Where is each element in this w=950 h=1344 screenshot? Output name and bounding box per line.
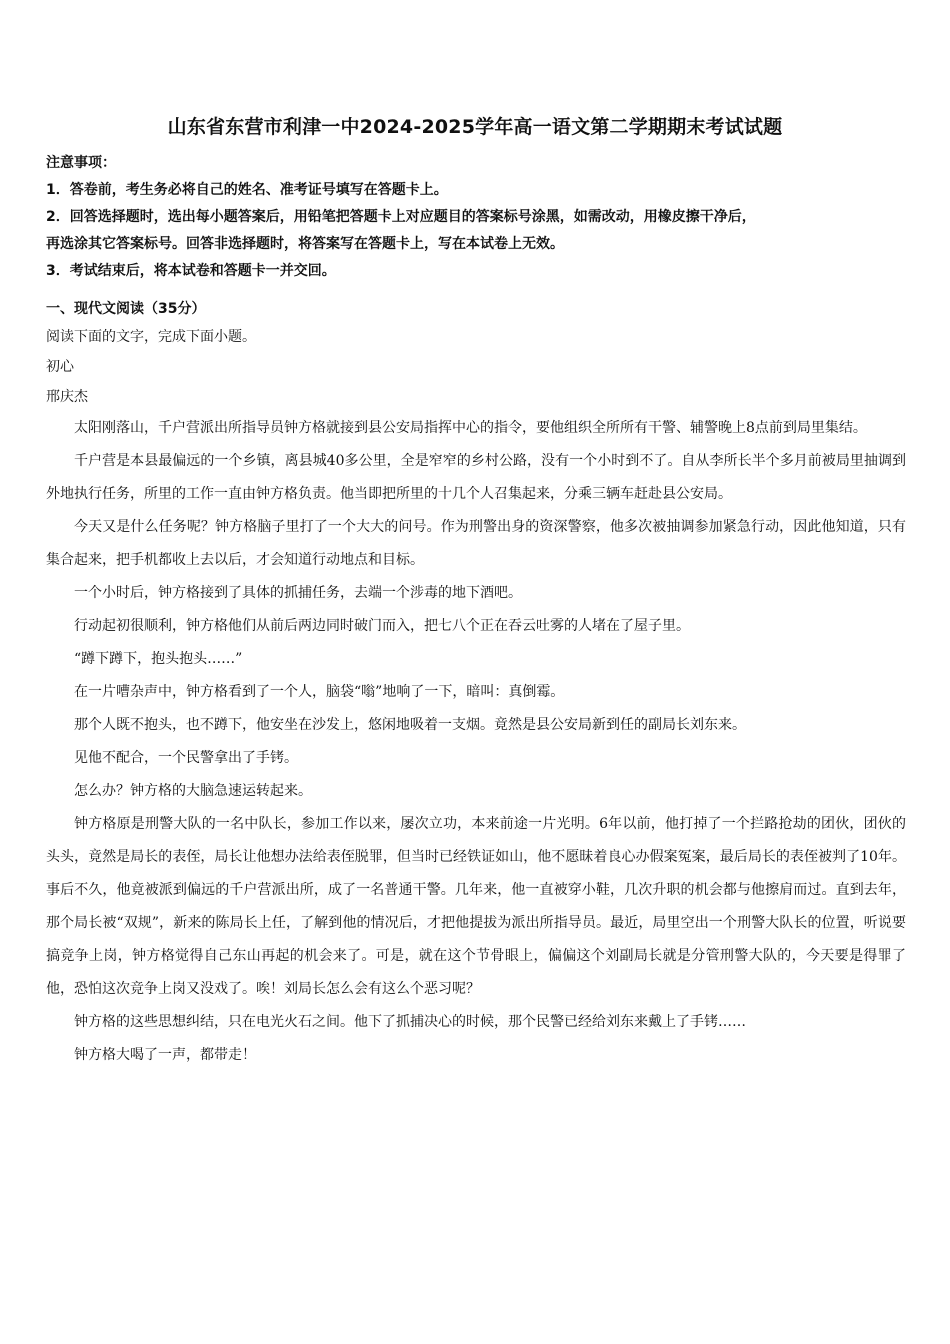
notice-line: 1．答卷前，考生务必将自己的姓名、准考证号填写在答题卡上。 <box>46 182 448 198</box>
notice-line: 再选涂其它答案标号。回答非选择题时，将答案写在答题卡上，写在本试卷上无效。 <box>46 236 564 252</box>
story-paragraph: 见他不配合，一个民警拿出了手铐。 <box>74 750 298 766</box>
reading-passage <box>46 322 906 1072</box>
reading-instruction: 阅读下面的文字，完成下面小题。 <box>46 329 256 345</box>
story-paragraph: 怎么办？钟方格的大脑急速运转起来。 <box>74 783 312 799</box>
story-paragraph: 钟方格的这些思想纠结，只在电光火石之间。他下了抓捕决心的时候，那个民警已经给刘东来戴上了手铐…… <box>74 1014 746 1030</box>
story-paragraph: 今天又是什么任务呢？钟方格脑子里打了一个大大的问号。作为刑警出身的资深警察，他多次被抽调参加紧急行动，因此他知道，只有集合起来，把手机都收上去以后，才会知道行动地点和目标。 <box>46 519 906 568</box>
story-paragraph: 一个小时后，钟方格接到了具体的抓捕任务，去端一个涉毒的地下酒吧。 <box>74 585 522 601</box>
section-heading: 一、现代文阅读（35分） <box>46 301 206 317</box>
notice-line: 2．回答选择题时，选出每小题答案后，用铅笔把答题卡上对应题目的答案标号涂黑，如需改动，用橡皮擦干净后， <box>46 209 756 225</box>
story-paragraph: 在一片嘈杂声中，钟方格看到了一个人，脑袋“嗡”地响了一下，暗叫：真倒霉。 <box>74 684 565 700</box>
story-paragraph: 钟方格原是刑警大队的一名中队长，参加工作以来，屡次立功，本来前途一片光明。6年以前，他打掉了一个拦路抢劫的团伙，团伙的头头，竟然是局长的表侄，局长让他想办法给表侄脱罪，但当时已经铁证如山，他不愿昧着良心办假案冤案，最后局长的表侄被判了10年。事后不久，他竟被派到偏远的千户营派出所，成了一名普通干警。几年来，他一直被穿小鞋，几次升职的机会都与他擦肩而过。直到去年，那个局长被“双规”，新来的陈局长上任，了解到他的情况后，才把他提拔为派出所指导员。最近，局里空出一个刑警大队长的位置，听说要搞竞争上岗，钟方格觉得自己东山再起的机会来了。可是，就在这个节骨眼上，偏偏这个刘副局长就是分管刑警大队的，今天要是得罪了他，恐怕这次竞争上岗又没戏了。唉！刘局长怎么会有这么个恶习呢？ <box>46 816 906 997</box>
story-paragraph: 太阳刚落山，千户营派出所指导员钟方格就接到县公安局指挥中心的指令，要他组织全所所有干警、辅警晚上8点前到局里集结。 <box>74 420 867 436</box>
exam-title: 山东省东营市利津一中2024-2025学年高一语文第二学期期末考试试题 <box>167 116 783 138</box>
story-paragraph: 行动起初很顺利，钟方格他们从前后两边同时破门而入，把七八个正在吞云吐雾的人堵在了屋子里。 <box>74 618 690 634</box>
story-paragraph: 千户营是本县最偏远的一个乡镇，离县城40多公里，全是窄窄的乡村公路，没有一个小时到不了。自从李所长半个多月前被局里抽调到外地执行任务，所里的工作一直由钟方格负责。他当即把所里的十几个人召集起来，分乘三辆车赶赴县公安局。 <box>46 453 906 502</box>
story-paragraph: “蹲下蹲下，抱头抱头……” <box>74 651 243 667</box>
story-paragraph: 那个人既不抱头，也不蹲下，他安坐在沙发上，悠闲地吸着一支烟。竟然是县公安局新到任的副局长刘东来。 <box>74 717 746 733</box>
notice-line: 3．考试结束后，将本试卷和答题卡一并交回。 <box>46 263 336 279</box>
story-author: 邢庆杰 <box>46 389 88 405</box>
story-title: 初心 <box>46 359 74 375</box>
story-paragraph: 钟方格大喝了一声，都带走！ <box>74 1047 256 1063</box>
notice-block <box>46 150 906 285</box>
notice-heading: 注意事项： <box>46 155 116 171</box>
